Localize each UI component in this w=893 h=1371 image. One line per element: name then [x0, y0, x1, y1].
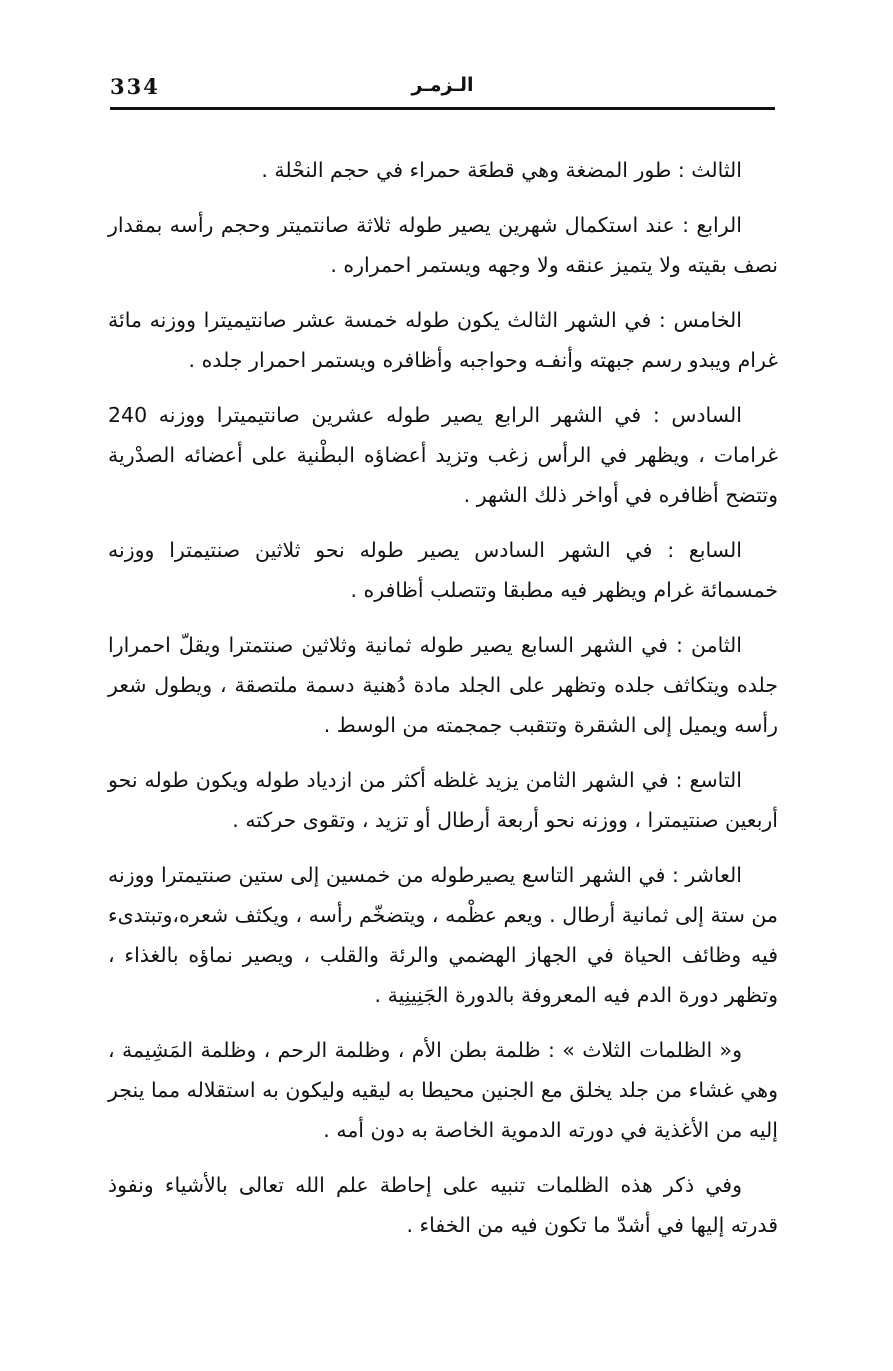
paragraph-sixth-stage: السادس : في الشهر الرابع يصير طوله عشرين صانتيميترا ووزنه 240 غرامات ، ويظهر في الرأس زغب وتزيد أعضاؤه البطْنية على أعضائه الصدْرية وتتضح أظافره في أواخر ذلك الشهر .	[108, 403, 778, 507]
paragraph-tenth-stage: العاشر : في الشهر التاسع يصيرطوله من خمسين إلى ستين صنتيمترا ووزنه من ستة إلى ثمانية أرطال . ويعم عظْمه ، ويتضخّم رأسه ، ويكثف شعره،وتبتدىء فيه وظائف الحياة في الجهاز الهضمي والرئة والقلب ، ويصير نماؤه بالغذاء ، وتظهر دورة الدم فيه المعروفة بالدورة الجَنِينِية .	[108, 863, 778, 1007]
body-text	[108, 150, 778, 1260]
page-number: 334	[110, 74, 160, 99]
paragraph-seventh-stage: السابع : في الشهر السادس يصير طوله نحو ثلاثين صنتيمترا ووزنه خمسمائة غرام ويظهر فيه مطبقا وتتصلب أظافره .	[108, 538, 778, 602]
paragraph-conclusion: وفي ذكر هذه الظلمات تنبيه على إحاطة علم الله تعالى بالأشياء ونفوذ قدرته إليها في أشدّ ما تكون فيه من الخفاء .	[108, 1173, 778, 1237]
header-rule	[110, 107, 775, 110]
paragraph-third-stage: الثالث : طور المضغة وهي قطعَة حمراء في حجم النحْلة .	[261, 158, 742, 182]
paragraph-ninth-stage: التاسع : في الشهر الثامن يزيد غلظه أكثر من ازدياد طوله ويكون طوله نحو أربعين صنتيمترا ، ووزنه نحو أربعة أرطال أو تزيد ، وتقوى حركته .	[108, 768, 778, 832]
page-header	[110, 70, 775, 104]
paragraph-eighth-stage: الثامن : في الشهر السابع يصير طوله ثمانية وثلاثين صنتمترا ويقلّ احمرارا جلده ويتكاثف جلده وتظهر على الجلد مادة دُهنية دسمة ملتصقة ، ويطول شعر رأسه ويميل إلى الشقرة وتتقبب جمجمته من الوسط .	[108, 633, 778, 737]
paragraph-fourth-stage: الرابع : عند استكمال شهرين يصير طوله ثلاثة صانتميتر وحجم رأسه بمقدار نصف بقيته ولا يتميز عنقه ولا وجهه ويستمر احمراره .	[108, 213, 778, 277]
running-title: الـزمـر	[411, 74, 474, 96]
paragraph-three-darknesses: و« الظلمات الثلاث » : ظلمة بطن الأم ، وظلمة الرحم ، وظلمة المَشِيمة ، وهي غشاء من جلد يخلق مع الجنين محيطا به ليقيه وليكون به استقلاله مما ينجر إليه من الأغذية في دورته الدموية الخاصة به دون أمه .	[108, 1038, 778, 1142]
paragraph-fifth-stage: الخامس : في الشهر الثالث يكون طوله خمسة عشر صانتيميترا ووزنه مائة غرام ويبدو رسم جبهته وأنفـه وحواجبه وأظافره ويستمر احمرار جلده .	[108, 308, 778, 372]
